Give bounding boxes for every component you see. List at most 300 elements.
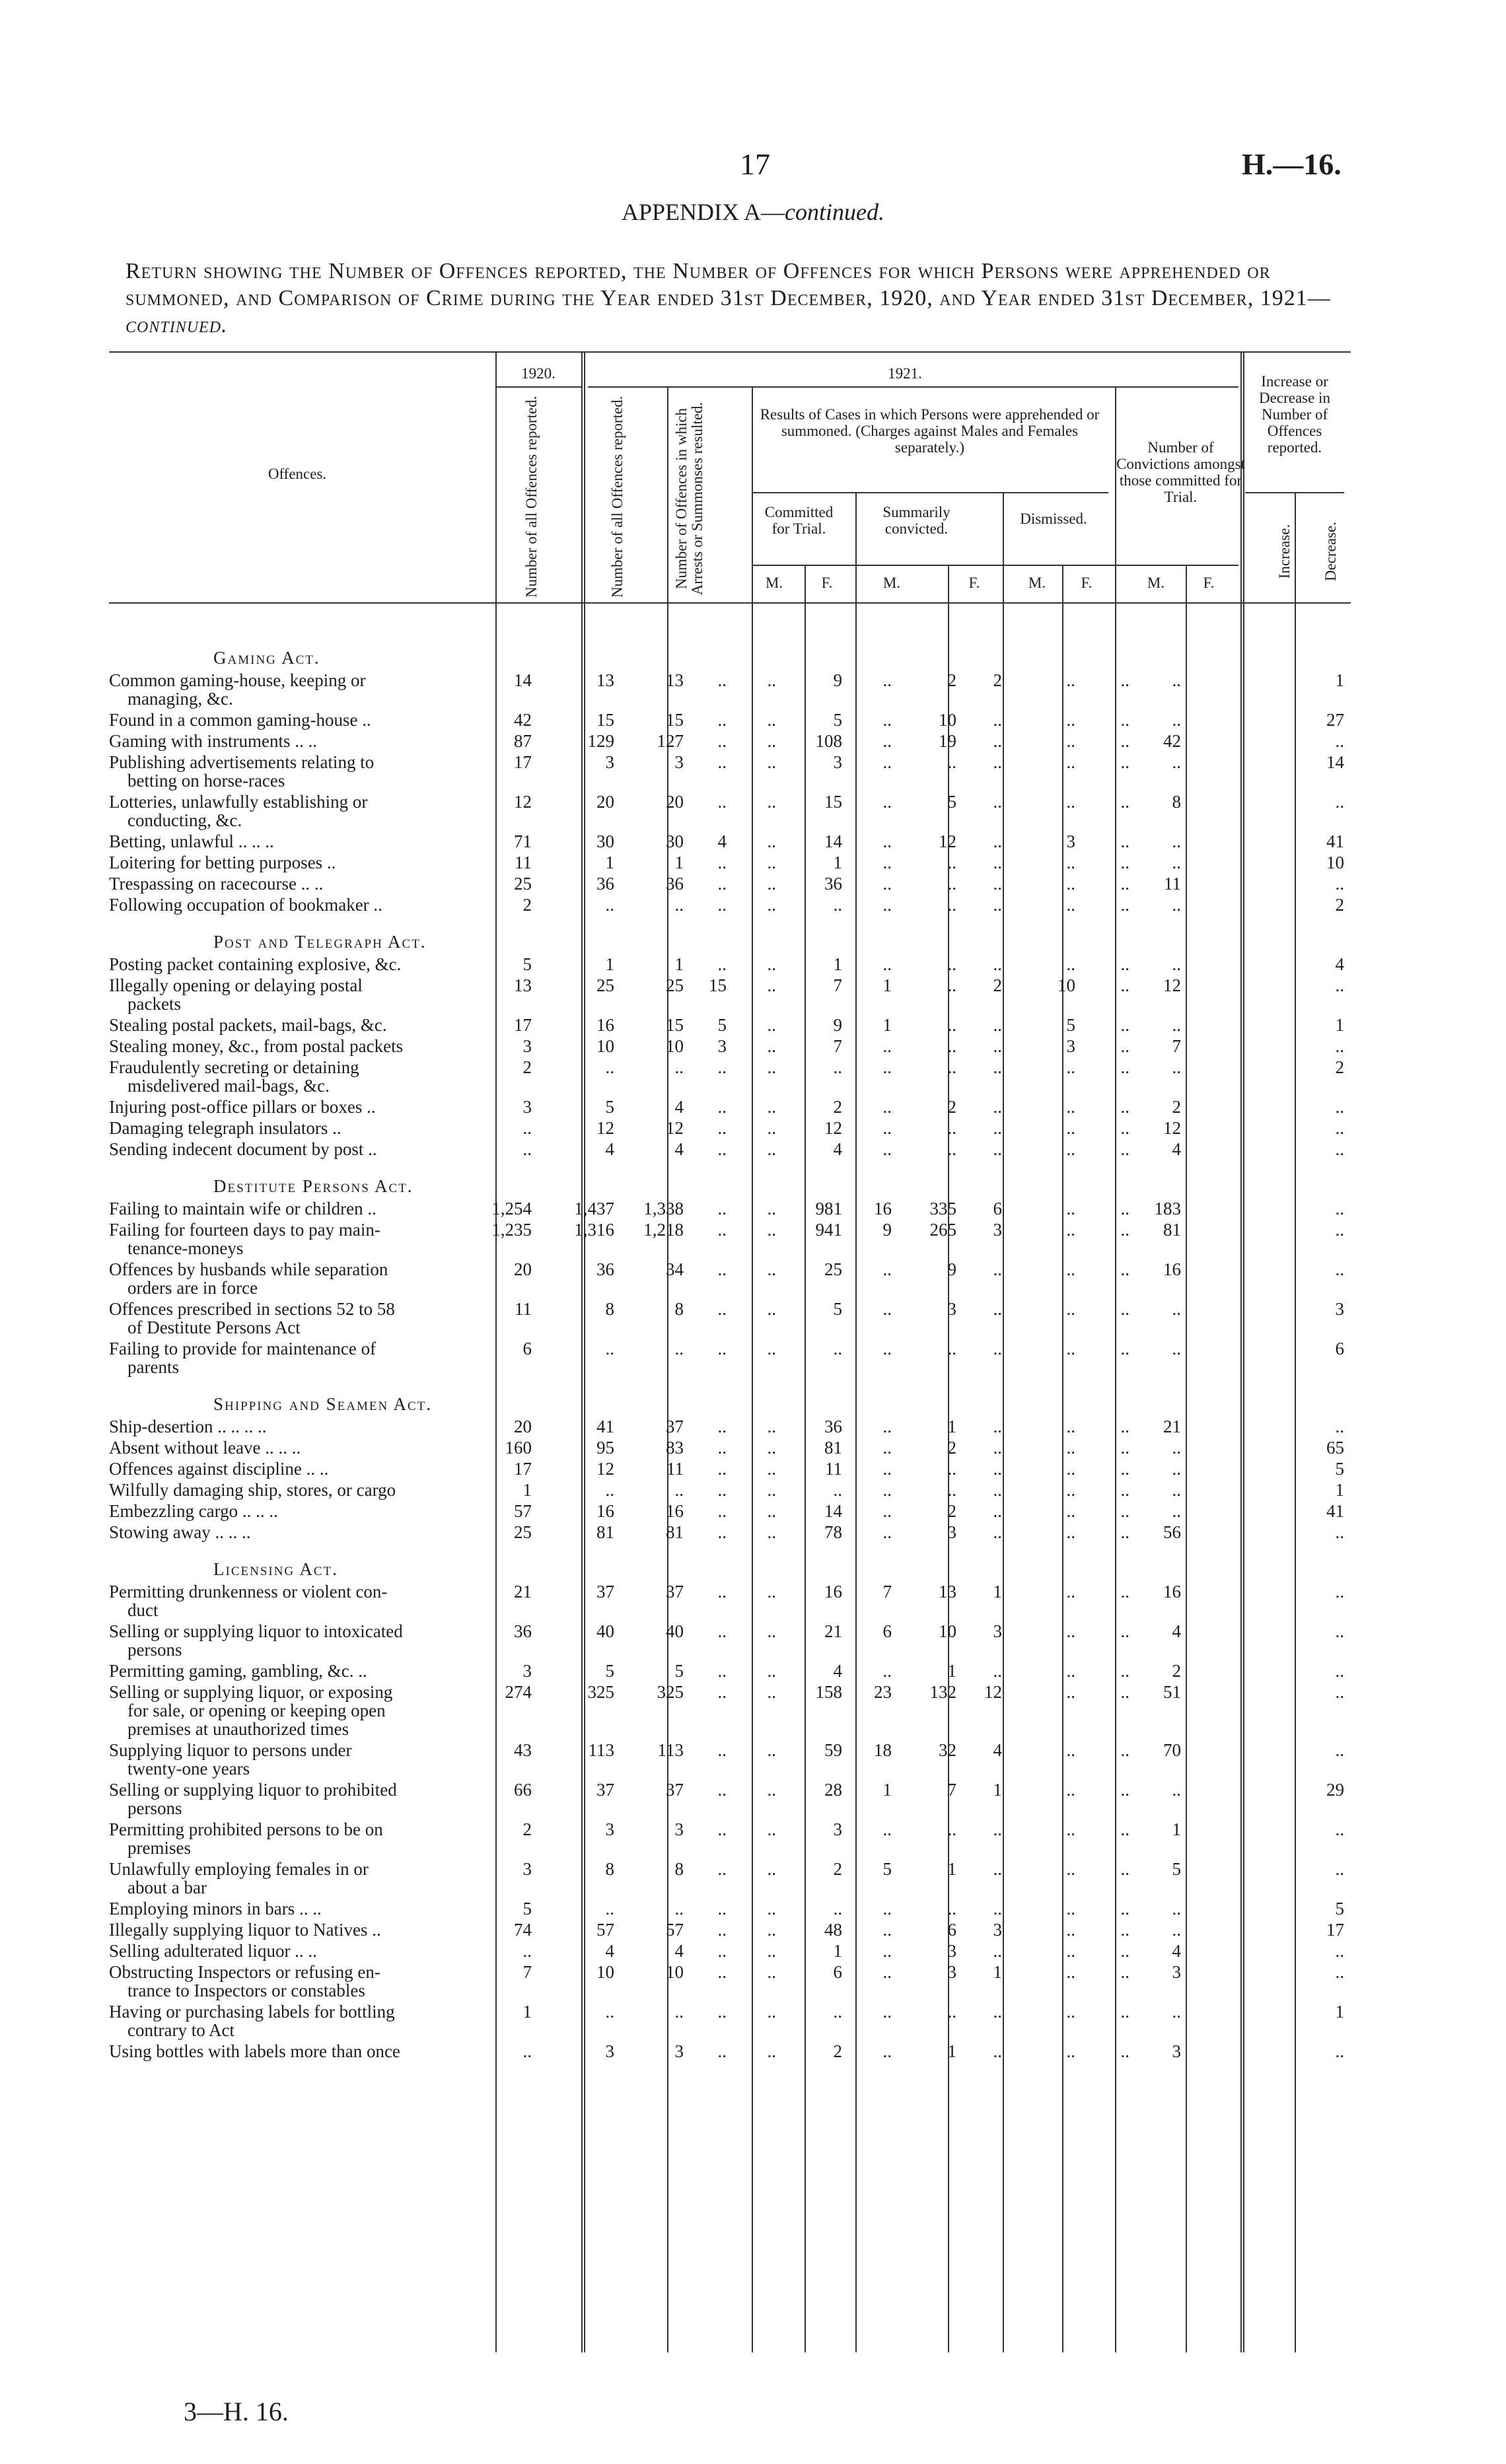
cell-dismissed-f: 1 (993, 1962, 1002, 1982)
cell-reported-1920: 7 (522, 1962, 532, 1982)
cell-convictions-m: .. (1066, 1199, 1075, 1218)
cell-increase: 56 (1163, 1522, 1181, 1542)
cell-summarily-m: 14 (824, 1501, 842, 1521)
cell-decrease: 3 (1335, 1299, 1344, 1319)
offence-label (109, 2042, 495, 2060)
cell-committed-f: .. (767, 1682, 776, 1702)
offence-label-line: Offences prescribed in sections 52 to 58 (109, 1299, 395, 1319)
cell-reported-1921: 41 (596, 1417, 614, 1436)
cell-dismissed-m: 6 (947, 1920, 956, 1940)
cell-dismissed-m: .. (947, 1899, 956, 1918)
offence-label-line: Embezzling cargo .. .. .. (109, 1501, 278, 1521)
cell-convictions-m: .. (1066, 731, 1075, 751)
cell-summarily-f: 6 (882, 1621, 892, 1641)
cell-convictions-f: .. (1120, 1859, 1130, 1879)
cell-committed-f: .. (767, 1438, 776, 1458)
offence-label (109, 1820, 495, 1857)
offence-label (109, 896, 495, 914)
cell-convictions-m: .. (1066, 1522, 1075, 1542)
table-row (109, 1339, 1351, 1379)
cell-summarily-m: .. (833, 2002, 842, 2022)
cell-arrests: .. (674, 2002, 684, 2022)
cell-dismissed-f: .. (993, 1438, 1002, 1458)
cell-dismissed-m: 13 (939, 1582, 956, 1602)
cell-reported-1920: 20 (514, 1259, 532, 1279)
offence-label (109, 732, 495, 750)
cell-dismissed-f: 2 (993, 975, 1002, 995)
reported-1921-header: Number of all Offences reported. (609, 396, 626, 598)
cell-dismissed-f: 3 (993, 1621, 1002, 1641)
cell-committed-f: .. (767, 1740, 776, 1760)
offence-label-line: managing, &c. (127, 689, 233, 709)
cell-convictions-f: .. (1120, 1740, 1130, 1760)
cell-increase: .. (1172, 1780, 1181, 1800)
cell-decrease: .. (1335, 1621, 1344, 1641)
cell-dismissed-f: .. (993, 731, 1002, 751)
cell-reported-1921: .. (605, 1057, 614, 1077)
cell-increase: 7 (1172, 1036, 1181, 1056)
offence-label (109, 711, 495, 729)
cell-dismissed-f: 4 (993, 1740, 1002, 1760)
cell-summarily-f: 1 (882, 975, 892, 995)
table-row (109, 1438, 1351, 1460)
cell-convictions-f: .. (1120, 1621, 1130, 1641)
offence-label (109, 1140, 495, 1158)
table-row (109, 1662, 1351, 1683)
summarily-m-header: M. (882, 575, 901, 591)
appendix-title (0, 198, 1506, 226)
cell-committed-m: .. (717, 1899, 727, 1918)
cell-decrease: .. (1335, 1582, 1344, 1602)
table-row (109, 1899, 1351, 1920)
offence-label (109, 1502, 495, 1520)
cell-increase: 1 (1172, 1819, 1181, 1839)
cell-increase: 70 (1163, 1740, 1181, 1760)
cell-decrease: 1 (1335, 670, 1344, 690)
year-1920-rule (495, 386, 581, 388)
offence-label (109, 1582, 495, 1619)
cell-summarily-m: 6 (833, 1962, 842, 1982)
table-head-rule (109, 602, 1351, 604)
cell-reported-1920: 3 (522, 1036, 532, 1056)
cell-convictions-m: 10 (1058, 975, 1075, 995)
cell-summarily-f: .. (882, 1819, 892, 1839)
cell-committed-m: .. (717, 1962, 727, 1982)
cell-reported-1920: 3 (522, 1661, 532, 1681)
cell-summarily-m: 3 (833, 752, 842, 772)
cell-committed-m: .. (717, 1299, 727, 1319)
summarily-header: Summarily convicted. (882, 504, 950, 537)
offence-label-line: Permitting drunkenness or violent con- (109, 1582, 388, 1602)
cell-summarily-m: 15 (824, 792, 842, 812)
cell-reported-1921: 16 (596, 1015, 614, 1035)
cell-arrests: 10 (666, 1962, 684, 1982)
cell-reported-1920: 3 (522, 1859, 532, 1879)
cell-dismissed-f: 1 (993, 1582, 1002, 1602)
cell-dismissed-m: 2 (947, 1097, 956, 1117)
offence-label-line: Stealing postal packets, mail-bags, &c. (109, 1015, 387, 1035)
cell-committed-f: .. (767, 1522, 776, 1542)
cell-reported-1920: 12 (514, 792, 532, 812)
cell-arrests: 30 (666, 831, 684, 851)
cell-dismissed-m: 265 (929, 1220, 956, 1240)
arrests-header-text: Number of Offences in which Arrests or Summonses resulted. (673, 402, 705, 596)
cell-arrests: .. (674, 895, 684, 915)
cell-increase: .. (1172, 1339, 1181, 1358)
cell-summarily-m: .. (833, 1057, 842, 1077)
cell-decrease: .. (1335, 1036, 1344, 1056)
cell-convictions-m: .. (1066, 895, 1075, 915)
cell-convictions-m: .. (1066, 1299, 1075, 1319)
cell-reported-1921: 16 (596, 1501, 614, 1521)
cell-summarily-f: 23 (874, 1682, 892, 1702)
cell-arrests: 4 (674, 1139, 684, 1159)
offence-label-line: Illegally opening or delaying postal (109, 975, 363, 995)
cell-reported-1921: 13 (596, 670, 614, 690)
committed-f-header: F. (821, 575, 833, 591)
cell-arrests: 8 (674, 1859, 684, 1879)
cell-dismissed-f: 3 (993, 1920, 1002, 1940)
offences-header: Offences. (268, 466, 327, 482)
cell-convictions-f: .. (1120, 895, 1130, 915)
cell-convictions-f: .. (1120, 1057, 1130, 1077)
offence-label (109, 1662, 495, 1680)
cell-dismissed-m: 335 (929, 1199, 956, 1218)
cell-convictions-f: .. (1120, 731, 1130, 751)
cell-decrease: .. (1335, 1118, 1344, 1138)
cell-dismissed-m: .. (947, 1036, 956, 1056)
cell-committed-f: .. (767, 895, 776, 915)
cell-arrests: 11 (666, 1459, 684, 1479)
cell-arrests: 5 (674, 1661, 684, 1681)
offence-label-line: of Destitute Persons Act (127, 1318, 301, 1337)
cell-convictions-m: .. (1066, 1819, 1075, 1839)
cell-reported-1921: 1 (605, 954, 614, 974)
cell-convictions-m: .. (1066, 670, 1075, 690)
cell-committed-m: .. (717, 1459, 727, 1479)
cell-convictions-f: .. (1120, 1417, 1130, 1436)
offence-label-line: contrary to Act (127, 2020, 234, 2040)
offence-label (109, 1119, 495, 1137)
cell-committed-f: .. (767, 1259, 776, 1279)
table-row (109, 792, 1351, 832)
cell-reported-1920: 21 (514, 1582, 532, 1602)
cell-committed-m: .. (717, 1220, 727, 1240)
cell-decrease: 41 (1326, 1501, 1344, 1521)
cell-committed-m: .. (717, 1522, 727, 1542)
cell-convictions-f: .. (1120, 853, 1130, 872)
cell-committed-f: .. (767, 831, 776, 851)
cell-convictions-f: .. (1120, 1199, 1130, 1218)
offence-label (109, 1963, 495, 2000)
offence-label (109, 1058, 495, 1095)
cell-dismissed-m: 132 (929, 1682, 956, 1702)
cell-summarily-f: .. (882, 1097, 892, 1117)
cell-summarily-m: 4 (833, 1139, 842, 1159)
offence-label-line: Trespassing on racecourse .. .. (109, 874, 324, 894)
cell-arrests: 1 (674, 954, 684, 974)
page-number: 17 (740, 147, 770, 181)
cell-reported-1920: 43 (514, 1740, 532, 1760)
offence-label (109, 1037, 495, 1055)
table-top-rule (109, 351, 1351, 353)
cell-decrease: .. (1335, 874, 1344, 894)
cell-increase: 4 (1172, 1621, 1181, 1641)
dismissed-header: Dismissed. (1020, 510, 1087, 527)
offence-label (109, 671, 495, 708)
cell-convictions-f: .. (1120, 1118, 1130, 1138)
cell-reported-1921: 25 (596, 975, 614, 995)
offence-label-line: trance to Inspectors or constables (127, 1981, 365, 2000)
cell-summarily-f: .. (882, 2041, 892, 2061)
cell-dismissed-m: 1 (947, 1661, 956, 1681)
cell-increase: .. (1172, 831, 1181, 851)
cell-dismissed-m: 1 (947, 1417, 956, 1436)
cell-convictions-f: .. (1120, 1036, 1130, 1056)
cell-committed-m: 5 (717, 1015, 727, 1035)
cell-dismissed-f: 3 (993, 1220, 1002, 1240)
cell-reported-1920: 274 (505, 1682, 532, 1702)
cell-reported-1920: 17 (514, 752, 532, 772)
offence-label (109, 2002, 495, 2039)
offence-label-line: Following occupation of bookmaker .. (109, 895, 382, 915)
cell-increase: 4 (1172, 1941, 1181, 1961)
cell-committed-m: .. (717, 1582, 727, 1602)
cell-summarily-m: 9 (833, 1015, 842, 1035)
offence-label-line: Failing to provide for maintenance of (109, 1339, 377, 1358)
cell-arrests: 3 (674, 752, 684, 772)
cell-increase: .. (1172, 1459, 1181, 1479)
offence-label-line: Damaging telegraph insulators .. (109, 1118, 341, 1138)
cell-increase: 21 (1163, 1417, 1181, 1436)
cell-committed-f: .. (767, 1097, 776, 1117)
table-row (109, 874, 1351, 896)
cell-committed-m: .. (717, 710, 727, 730)
cell-reported-1920: 11 (515, 1299, 532, 1319)
cell-dismissed-m: .. (947, 1118, 956, 1138)
offence-label (109, 874, 495, 893)
cell-reported-1920: .. (522, 1941, 532, 1961)
cell-summarily-m: 78 (824, 1522, 842, 1542)
cell-increase: 11 (1164, 874, 1181, 894)
cell-committed-m: .. (717, 792, 727, 812)
cell-convictions-m: .. (1066, 1780, 1075, 1800)
section-heading: Destitute Persons Act. (213, 1176, 413, 1196)
cell-dismissed-m: 3 (947, 1941, 956, 1961)
cell-dismissed-m: .. (947, 954, 956, 974)
offence-label (109, 1523, 495, 1541)
cell-summarily-f: .. (882, 1661, 892, 1681)
cell-committed-f: .. (767, 1417, 776, 1436)
offence-label-line: Having or purchasing labels for bottling (109, 2002, 395, 2022)
cell-convictions-f: .. (1120, 1661, 1130, 1681)
cell-dismissed-f: .. (993, 1015, 1002, 1035)
offence-label (109, 1899, 495, 1918)
cell-committed-m: .. (717, 1438, 727, 1458)
cell-convictions-m: .. (1066, 710, 1075, 730)
offence-label-line: Failing for fourteen days to pay main- (109, 1220, 380, 1240)
cell-convictions-m: .. (1066, 1621, 1075, 1641)
cell-convictions-f: .. (1120, 1480, 1130, 1500)
cell-reported-1921: 40 (596, 1621, 614, 1641)
cell-dismissed-m: .. (947, 975, 956, 995)
cell-decrease: 17 (1326, 1920, 1344, 1940)
cell-dismissed-m: 1 (947, 2041, 956, 2061)
cell-summarily-m: 48 (824, 1920, 842, 1940)
cell-dismissed-f: .. (993, 710, 1002, 730)
cell-reported-1921: .. (605, 1480, 614, 1500)
cell-dismissed-f: .. (993, 831, 1002, 851)
offence-label (109, 1942, 495, 1960)
offence-label (109, 1860, 495, 1897)
cell-reported-1920: 3 (522, 1097, 532, 1117)
table-row (109, 671, 1351, 711)
cell-reported-1920: 87 (514, 731, 532, 751)
cell-reported-1920: 6 (522, 1339, 532, 1358)
cell-committed-f: .. (767, 1859, 776, 1879)
cell-committed-m: .. (717, 1740, 727, 1760)
cell-summarily-f: .. (882, 1259, 892, 1279)
offence-label-line: Obstructing Inspectors or refusing en- (109, 1962, 380, 1982)
cell-convictions-m: .. (1066, 1480, 1075, 1500)
cell-reported-1921: .. (605, 2002, 614, 2022)
cell-convictions-f: .. (1120, 1682, 1130, 1702)
offence-label-line: Permitting prohibited persons to be on (109, 1819, 383, 1839)
cell-convictions-m: .. (1066, 1661, 1075, 1681)
section-heading: Licensing Act. (213, 1559, 338, 1579)
table-row (109, 1622, 1351, 1662)
cell-increase: .. (1172, 1480, 1181, 1500)
offence-label (109, 1622, 495, 1659)
cell-dismissed-f: .. (993, 1859, 1002, 1879)
cell-summarily-m: 2 (833, 1097, 842, 1117)
cell-increase: 51 (1163, 1682, 1181, 1702)
cell-increase: 12 (1163, 1118, 1181, 1138)
cell-committed-m: .. (717, 1480, 727, 1500)
cell-reported-1921: 5 (605, 1661, 614, 1681)
cell-dismissed-f: .. (993, 752, 1002, 772)
cell-arrests: 81 (666, 1522, 684, 1542)
table-row (109, 1481, 1351, 1502)
offence-label-line: betting on horse-races (127, 771, 285, 791)
cell-arrests: 1 (674, 853, 684, 872)
cell-summarily-m: 59 (824, 1740, 842, 1760)
cell-convictions-f: .. (1120, 1339, 1130, 1358)
cell-reported-1921: 36 (596, 874, 614, 894)
cell-convictions-m: .. (1066, 1438, 1075, 1458)
offence-label (109, 1339, 495, 1376)
cell-dismissed-m: 12 (939, 831, 956, 851)
cell-committed-f: .. (767, 1015, 776, 1035)
convictions-f-header: F. (1203, 575, 1215, 591)
cell-summarily-m: 981 (815, 1199, 842, 1218)
cell-dismissed-f: .. (993, 2041, 1002, 2061)
cell-increase: .. (1172, 1057, 1181, 1077)
offence-label (109, 832, 495, 851)
cell-reported-1921: 36 (596, 1259, 614, 1279)
cell-dismissed-f: .. (993, 1899, 1002, 1918)
cell-arrests: 83 (666, 1438, 684, 1458)
summarily-f-header: F. (968, 575, 980, 591)
cell-committed-m: 15 (709, 975, 727, 995)
cell-committed-f: .. (767, 1036, 776, 1056)
cell-committed-f: .. (767, 1920, 776, 1940)
offence-label-line: Absent without leave .. .. .. (109, 1438, 301, 1458)
offence-label (109, 753, 495, 790)
cell-reported-1921: 325 (587, 1682, 614, 1702)
cell-committed-m: .. (717, 1417, 727, 1436)
cell-increase: 81 (1163, 1220, 1181, 1240)
offence-label-line: persons (127, 1640, 182, 1660)
cell-dismissed-f: .. (993, 1299, 1002, 1319)
arrests-header (674, 400, 705, 598)
offence-label-line: Using bottles with labels more than once (109, 2041, 400, 2061)
return-title-suffix: continued. (126, 313, 228, 337)
cell-decrease: .. (1335, 731, 1344, 751)
cell-decrease: .. (1335, 1097, 1344, 1117)
cell-committed-f: .. (767, 1899, 776, 1918)
cell-arrests: 8 (674, 1299, 684, 1319)
cell-reported-1921: 1 (605, 853, 614, 872)
offence-label-line: Wilfully damaging ship, stores, or cargo (109, 1480, 396, 1500)
offence-label-line: Sending indecent document by post .. (109, 1139, 377, 1159)
cell-dismissed-m: 9 (947, 1259, 956, 1279)
cell-arrests: 15 (666, 1015, 684, 1035)
cell-committed-f: .. (767, 1057, 776, 1077)
cell-reported-1921: 37 (596, 1780, 614, 1800)
cell-reported-1921: 30 (596, 831, 614, 851)
cell-committed-f: .. (767, 792, 776, 812)
cell-decrease: .. (1335, 792, 1344, 812)
cell-convictions-f: .. (1120, 1899, 1130, 1918)
cell-summarily-m: 5 (833, 710, 842, 730)
offence-label-line: Supplying liquor to persons under (109, 1740, 352, 1760)
cell-arrests: 3 (674, 2041, 684, 2061)
offence-label (109, 955, 495, 973)
cell-summarily-f: .. (882, 1920, 892, 1940)
cell-arrests: 10 (666, 1036, 684, 1056)
year-1921-rule (588, 386, 1238, 388)
cell-decrease: 5 (1335, 1459, 1344, 1479)
cell-convictions-f: .. (1120, 1438, 1130, 1458)
cell-reported-1921: 95 (596, 1438, 614, 1458)
cell-dismissed-m: 19 (939, 731, 956, 751)
cell-convictions-m: .. (1066, 1962, 1075, 1982)
cell-reported-1920: 57 (514, 1501, 532, 1521)
cell-dismissed-f: .. (993, 1036, 1002, 1056)
cell-reported-1920: 25 (514, 874, 532, 894)
offence-label (109, 1417, 495, 1436)
cell-increase: .. (1172, 752, 1181, 772)
cell-increase: 42 (1163, 731, 1181, 751)
cell-dismissed-f: .. (993, 1118, 1002, 1138)
cell-convictions-f: .. (1120, 975, 1130, 995)
cell-convictions-f: .. (1120, 954, 1130, 974)
cell-dismissed-m: 2 (947, 1501, 956, 1521)
cell-summarily-m: 5 (833, 1299, 842, 1319)
table-row (109, 1417, 1351, 1438)
cell-summarily-f: .. (882, 731, 892, 751)
cell-dismissed-f: .. (993, 1417, 1002, 1436)
offence-label-line: premises at unauthorized times (127, 1719, 349, 1739)
cell-summarily-f: .. (882, 895, 892, 915)
offence-label-line: Selling adulterated liquor .. .. (109, 1941, 317, 1961)
cell-increase: .. (1172, 853, 1181, 872)
cell-dismissed-f: 1 (993, 1780, 1002, 1800)
cell-committed-f: .. (767, 1661, 776, 1681)
cell-summarily-f: .. (882, 1899, 892, 1918)
return-title-main: Return showing the Number of Offences reported, the Number of Offences for which Persons were apprehended or summoned, and Comparison of Crime during the Year ended 31st December, 1920, and Year ended 31st December, 1921— (126, 259, 1331, 310)
